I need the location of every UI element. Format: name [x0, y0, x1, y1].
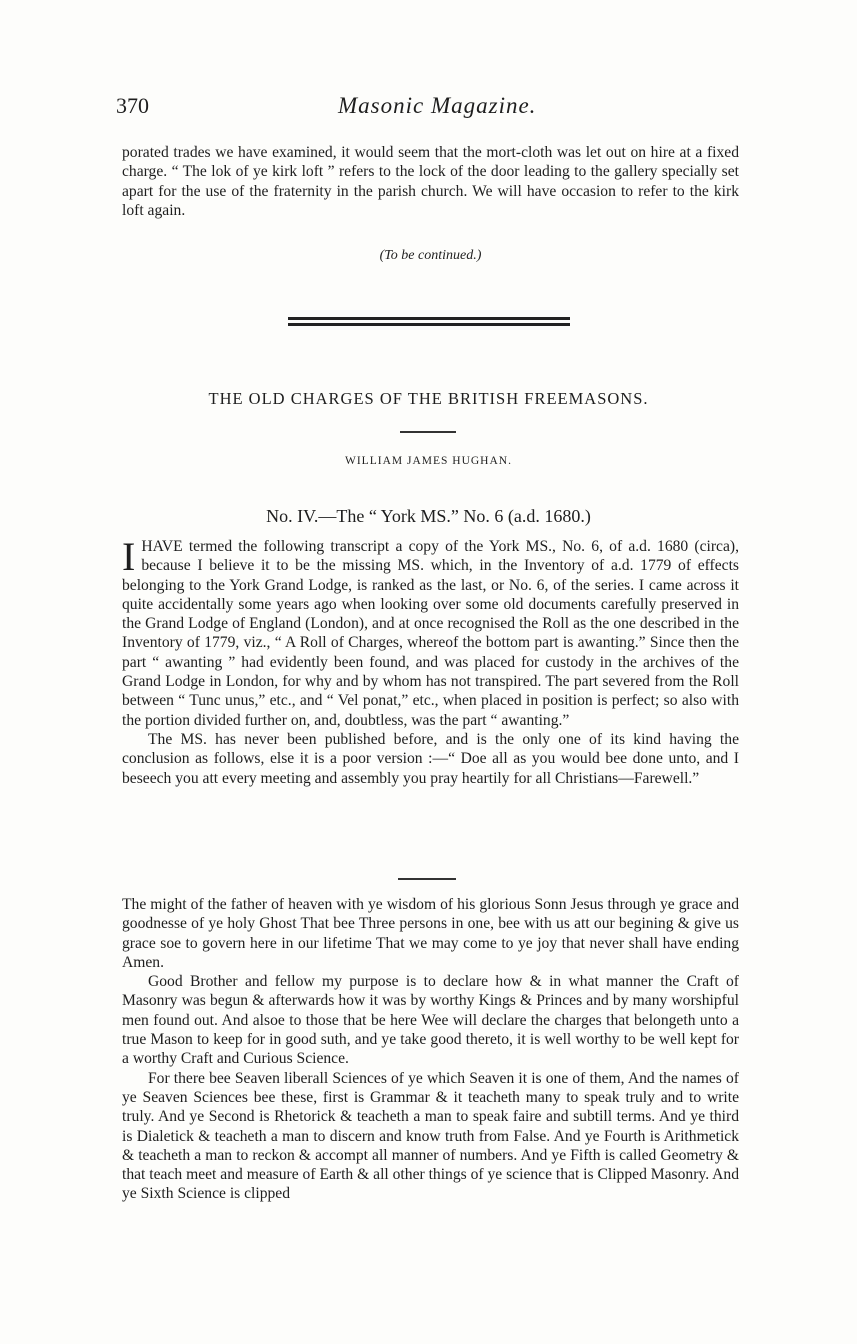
article-subtitle: No. IV.—The “ York MS.” No. 6 (a.d. 1680.)	[266, 506, 591, 526]
intro-paragraph-2: The MS. has never been published before, and is the only one of its kind having the conclusion as follows, else it is a poor version :—“ Doe all as you would bee done unto, and I beseech you att every meeting and assembly you pray heartily for all Christians—Farewell.”	[122, 730, 739, 787]
article-introduction	[122, 534, 739, 788]
title-rule	[400, 431, 456, 433]
manuscript-paragraph-3: For there bee Seaven liberall Sciences of ye which Seaven it is one of them, And the names of ye Seaven Sciences bee these, first is Grammar & it teacheth many to speak truly and to write truly. And ye Second is Rhetorick & teacheth a man to speak faire and subtill terms. And ye third is Dialetick & teacheth a man to discern and know truth from False. And ye Fourth is Arithmetick & teacheth a man to reckon & accompt all manner of numbers. And ye Fifth is called Geometry & that teach meet and measure of Earth & all other things of ye science that is Clipped Masonry. And ye Sixth Science is clipped	[122, 1069, 739, 1203]
drop-cap: I	[122, 534, 136, 579]
article-author: WILLIAM JAMES HUGHAN.	[345, 455, 512, 467]
page-number: 370	[116, 93, 149, 118]
running-title: Masonic Magazine.	[338, 93, 537, 118]
manuscript-divider	[398, 878, 456, 880]
manuscript-paragraph-2: Good Brother and fellow my purpose is to declare how & in what manner the Craft of Masonry was begun & afterwards how it was by worthy Kings & Princes and by many worshipful men found out. And alsoe to those that be here Wee will declare the charges that belongeth unto a true Mason to keep for in good suth, and ye take good thereto, it is well worthy to be well kept for a worthy Craft and Curious Science.	[122, 973, 739, 1068]
continued-note: (To be continued.)	[379, 248, 482, 263]
manuscript-transcript	[122, 895, 739, 1204]
previous-article-block	[122, 143, 739, 220]
section-divider-bottom	[288, 323, 570, 326]
article-title: THE OLD CHARGES OF THE BRITISH FREEMASONS.	[208, 389, 649, 408]
intro-paragraph-1-text: HAVE termed the following transcript a copy of the York MS., No. 6, of a.d. 1680 (circa), because I believe it to be the missing MS. which, in the Inventory of a.d. 1779 of effects belonging to the York Grand Lodge, is ranked as the last, or No. 6, of the series. I came across it quite accidentally some years ago when looking over some old documents carefully preserved in the Grand Lodge of England (London), and at once recognised the Roll as the one described in the Inventory of 1779, viz., “ A Roll of Charges, whereof the bottom part is awanting.” Since then the part “ awanting ” had evidently been found, and was placed for custody in the archives of the Grand Lodge in London, for why and by whom has not transpired. The part severed from the Roll between “ Tunc unus,” etc., and “ Vel ponat,” etc., when placed in position is perfect; so also with the portion divided further on, and, doubtless, was the part “ awanting.”	[122, 538, 739, 729]
manuscript-paragraph-1: The might of the father of heaven with ye wisdom of his glorious Sonn Jesus through ye grace and goodnesse of ye holy Ghost That bee Three persons in one, bee with us att our begining & give us grace soe to govern here in our lifetime That we may come to ye joy that never shall have ending Amen.	[122, 896, 739, 971]
intro-paragraph-1	[122, 534, 739, 730]
previous-article-text: porated trades we have examined, it would seem that the mort-cloth was let out on hire at a fixed charge. “ The lok of ye kirk loft ” refers to the lock of the door leading to the gallery specially set apart for the use of the fraternity in the parish church. We will have occasion to refer to the kirk loft again.	[122, 144, 739, 219]
section-divider-top	[288, 317, 570, 320]
